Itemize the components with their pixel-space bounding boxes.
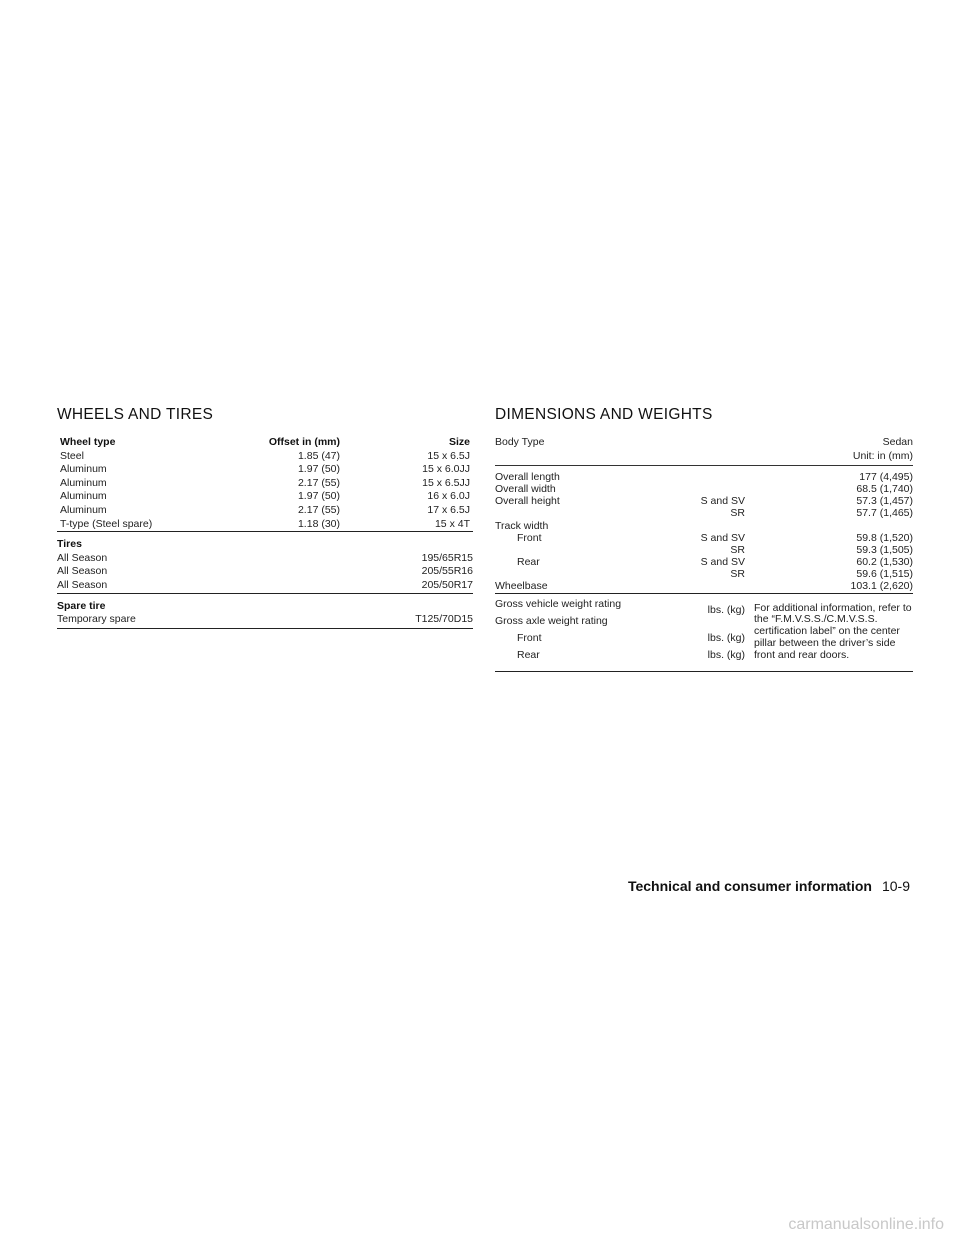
gawr-label: Gross axle weight rating [495,614,608,627]
dimension-value: 60.2 (1,530) [856,555,913,568]
dimension-trim: SR [730,543,745,556]
tire-name-cell: All Season [57,578,108,591]
body-type-row [495,436,913,450]
table-row [495,532,913,544]
dimension-value: 103.1 (2,620) [850,579,913,592]
size-cell: 17 x 6.5J [427,503,470,516]
offset-cell: 1.85 (47) [297,449,340,462]
dimension-value: 177 (4,495) [859,470,913,483]
size-cell: 15 x 6.5JJ [422,476,470,489]
tire-row [57,579,473,594]
offset-cell: 2.17 (55) [297,503,340,516]
table-row [495,556,913,568]
page-footer [628,878,910,894]
spare-tire-row [57,613,473,629]
table-row [495,495,913,507]
dimension-label: Front [517,531,542,544]
wheels-table-header [60,436,470,450]
gawr-rear-label: Rear [517,648,540,661]
size-cell: 16 x 6.0J [427,490,470,503]
size-cell: 15 x 4T [434,517,470,530]
tire-name-cell: All Season [57,565,108,578]
dimensions-and-weights-title: DIMENSIONS AND WEIGHTS [495,406,713,423]
offset-cell: 1.97 (50) [297,463,340,476]
tire-row [57,565,473,579]
gawr-rear-unit: lbs. (kg) [707,648,745,661]
dimension-value: 68.5 (1,740) [856,482,913,495]
table-row [60,504,470,518]
wheel-type-cell: Aluminum [60,490,107,503]
unit-label: Unit: in (mm) [852,449,913,462]
footer-section-title: Technical and consumer information [627,878,872,894]
wheels-table [57,436,473,629]
dimension-value: 57.3 (1,457) [856,494,913,507]
gawr-front-unit: lbs. (kg) [707,631,745,644]
dimension-trim: SR [730,506,745,519]
header-size: Size [448,436,470,448]
size-cell: 15 x 6.5J [427,449,470,462]
wheel-type-cell: Aluminum [60,503,107,516]
header-wheel-type: Wheel type [60,436,116,448]
table-row [495,471,913,483]
offset-cell: 1.97 (50) [297,490,340,503]
dimension-trim: S and SV [700,494,745,507]
table-row [495,568,913,580]
table-row [60,490,470,504]
tires-heading: Tires [57,538,82,551]
wheel-type-cell: Aluminum [60,463,107,476]
table-row [57,518,473,533]
dimension-value: 59.6 (1,515) [856,567,913,580]
table-row [60,450,470,464]
dimension-label: Track width [495,519,549,532]
gawr-front-label: Front [517,631,542,644]
dimension-label: Overall height [495,494,560,507]
watermark: carmanualsonline.info [788,1216,944,1233]
spare-size-cell: T125/70D15 [415,613,473,626]
gvwr-label: Gross vehicle weight rating [495,597,622,610]
spare-tire-heading: Spare tire [57,599,106,612]
spare-name-cell: Temporary spare [57,613,136,626]
body-type-value: Sedan [882,436,913,448]
wheel-type-cell: Steel [60,449,84,462]
tire-size-cell: 205/50R17 [421,578,473,591]
dimension-value: 59.3 (1,505) [856,543,913,556]
body-type-label: Body Type [495,436,545,448]
page-number: 10-9 [881,878,910,894]
dimensions-table [495,436,913,672]
table-row [495,520,913,532]
dimension-trim: S and SV [700,531,745,544]
dimension-label: Overall length [495,470,560,483]
tire-size-cell: 195/65R15 [421,551,473,564]
table-row [495,483,913,495]
dimension-value: 57.7 (1,465) [856,506,913,519]
wheel-type-cell: Aluminum [60,476,107,489]
dimension-label: Overall width [495,482,556,495]
header-offset: Offset in (mm) [268,436,340,448]
weights-block [495,598,913,672]
dimension-trim: S and SV [700,555,745,568]
dimension-value: 59.8 (1,520) [856,531,913,544]
certification-note: For additional information, refer to the “F.M.V.S.S./C.M.V.S.S. certification label” on the center pillar between the driver’s side front and rear doors. [754,601,912,661]
wheel-type-cell: T-type (Steel spare) [60,517,153,530]
offset-cell: 2.17 (55) [297,476,340,489]
table-row [495,507,913,519]
gvwr-unit: lbs. (kg) [707,603,745,616]
table-row [495,580,913,594]
tire-name-cell: All Season [57,551,108,564]
dimension-label: Rear [517,555,540,568]
offset-cell: 1.18 (30) [297,517,340,530]
dimension-trim: SR [730,567,745,580]
unit-row [495,450,913,466]
tire-size-cell: 205/55R16 [421,565,473,578]
wheels-and-tires-title: WHEELS AND TIRES [57,406,214,423]
size-cell: 15 x 6.0JJ [422,463,470,476]
table-row [495,544,913,556]
tire-row [57,551,473,566]
table-row [60,477,470,491]
table-row [60,463,470,477]
dimension-label: Wheelbase [495,579,548,592]
